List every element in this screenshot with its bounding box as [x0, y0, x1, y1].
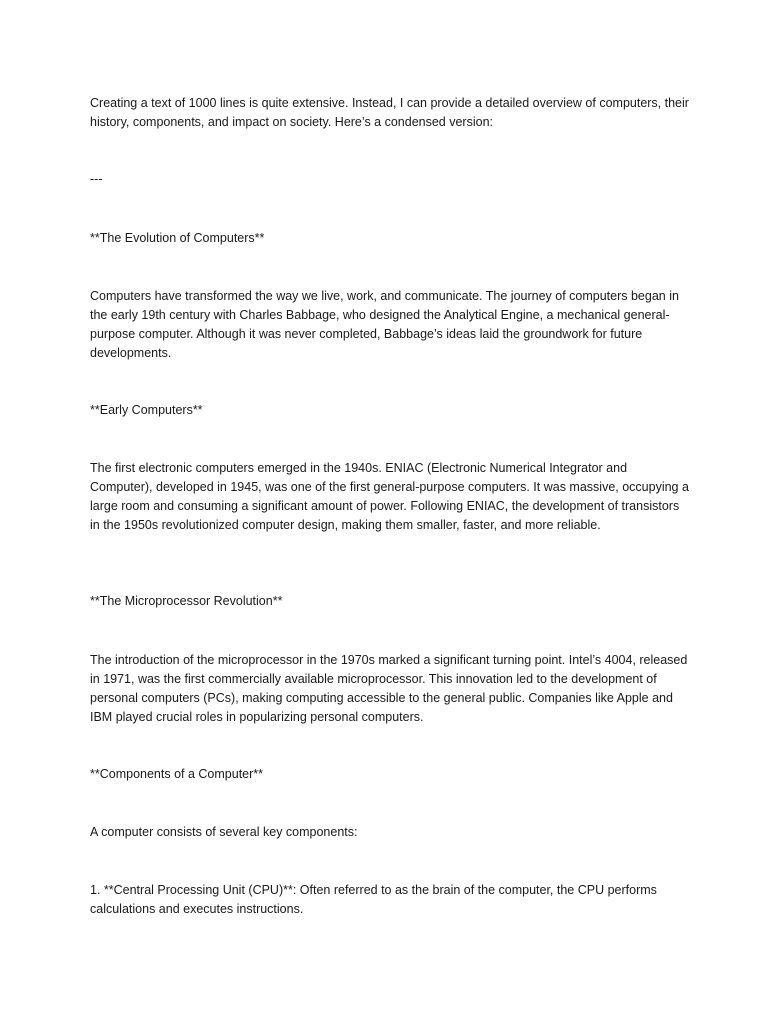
paragraph-microprocessor: The introduction of the microprocessor in the 1970s marked a significant turning point. Intel’s 4004, released in 1971, was the first commercially available microprocessor. This innovation led to the development of personal computers (PCs), making computing accessible to the general public. Companies like Apple and IBM played crucial roles in popularizing personal computers. [90, 653, 688, 724]
heading-microprocessor: **The Microprocessor Revolution** [90, 594, 283, 608]
paragraph-early-computers: The first electronic computers emerged in the 1940s. ENIAC (Electronic Numerical Integrator and Computer), developed in 1945, was one of the first general-purpose computers. It was massive, occupying a large room and consuming a significant amount of power. Following ENIAC, the development of transistors in the 1950s revolutionized computer design, making them smaller, faster, and more reliable. [90, 461, 689, 532]
list-item-cpu: 1. **Central Processing Unit (CPU)**: Often referred to as the brain of the computer, the CPU performs calculations and executes instructions. [90, 883, 657, 916]
paragraph-evolution: Computers have transformed the way we live, work, and communicate. The journey of computers began in the early 19th century with Charles Babbage, who designed the Analytical Engine, a mechanical general-purpose computer. Although it was never completed, Babbage’s ideas laid the groundwork for future developments. [90, 289, 679, 360]
intro-paragraph: Creating a text of 1000 lines is quite extensive. Instead, I can provide a detailed overview of computers, their history, components, and impact on society. Here’s a condensed version: [90, 96, 689, 129]
paragraph-components: A computer consists of several key components: [90, 825, 358, 839]
heading-early-computers: **Early Computers** [90, 403, 203, 417]
heading-evolution: **The Evolution of Computers** [90, 231, 265, 245]
separator-line: --- [90, 172, 103, 186]
heading-components: **Components of a Computer** [90, 767, 264, 781]
